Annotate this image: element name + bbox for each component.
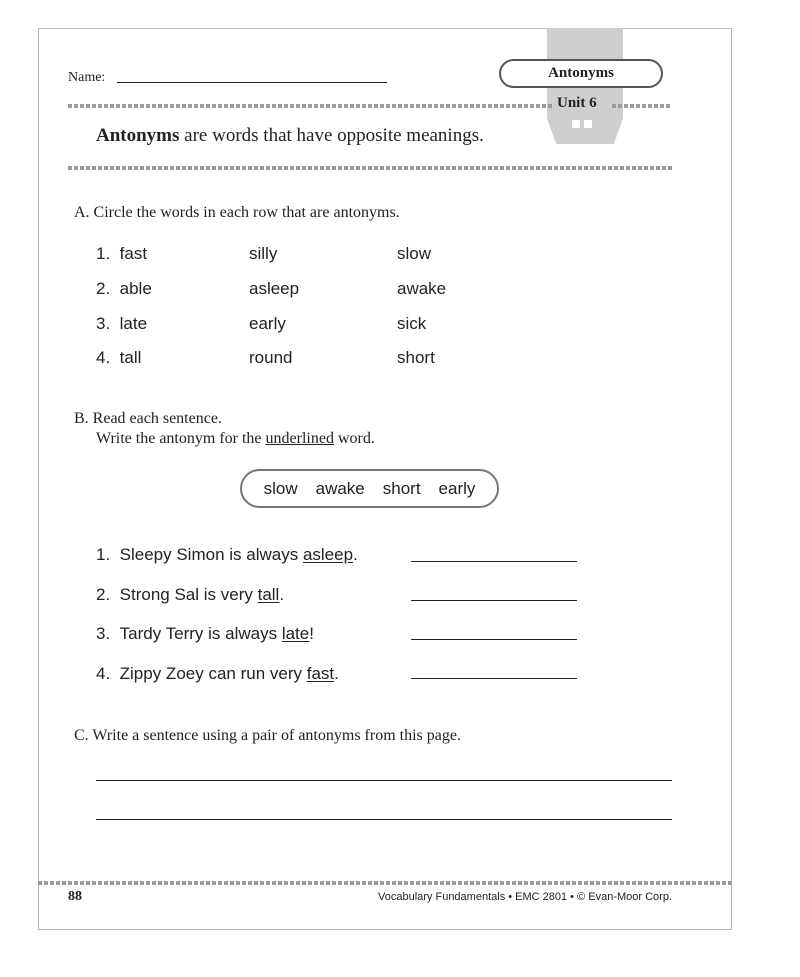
word-bank-item: short (382, 478, 421, 498)
sentence-write-line-2[interactable] (96, 819, 672, 820)
word-bank-item: awake (315, 478, 365, 498)
word-bank (240, 469, 499, 508)
sentence-write-line-1[interactable] (96, 780, 672, 781)
section-a-instruction: A. Circle the words in each row that are antonyms. (74, 204, 400, 221)
sentence-3: 3. Tardy Terry is always late! (96, 624, 314, 643)
row-2-word-3[interactable]: awake (397, 279, 447, 298)
section-b-instruction-2: Write the antonym for the underlined word. (96, 430, 375, 447)
row-2-word-2[interactable]: asleep (249, 279, 300, 298)
row-1-word-2[interactable]: silly (249, 244, 278, 263)
sentence-4: 4. Zippy Zoey can run very fast. (96, 664, 339, 683)
underlined-example: underlined (265, 430, 334, 447)
row-3-word-2[interactable]: early (249, 314, 286, 333)
definition-rule (68, 166, 672, 170)
row-3-word-3[interactable]: sick (397, 314, 427, 333)
sentence-2: 2. Strong Sal is very tall. (96, 585, 285, 604)
section-c-instruction: C. Write a sentence using a pair of antonyms from this page. (74, 727, 461, 744)
unit-label: Unit 6 (557, 95, 597, 111)
row-4-word-2[interactable]: round (249, 348, 293, 367)
sentence-1: 1. Sleepy Simon is always asleep. (96, 545, 358, 564)
row-3-word-1[interactable]: 3. late (96, 314, 148, 333)
row-2-word-1[interactable]: 2. able (96, 279, 152, 298)
topic-title: Antonyms (499, 59, 663, 88)
row-1-word-3[interactable]: slow (397, 244, 432, 263)
name-line[interactable] (117, 82, 387, 83)
definition (96, 125, 484, 147)
word-bank-item: early (438, 478, 476, 498)
row-4-word-3[interactable]: short (397, 348, 435, 367)
word-bank-item: slow (263, 478, 298, 498)
definition-text: are words that have opposite meanings. (179, 125, 484, 146)
unit-tab-squares (572, 120, 592, 128)
top-rule-left (68, 104, 552, 108)
footer-credit: Vocabulary Fundamentals • EMC 2801 • © Evan-Moor Corp. (378, 891, 672, 903)
row-4-word-1[interactable]: 4. tall (96, 348, 142, 367)
definition-term: Antonyms (96, 125, 180, 146)
name-label: Name: (68, 70, 106, 85)
footer-rule (38, 881, 732, 885)
top-rule-right (612, 104, 672, 108)
answer-line-2[interactable] (411, 600, 577, 601)
answer-line-4[interactable] (411, 678, 577, 679)
section-b-instruction-1: B. Read each sentence. (74, 410, 222, 427)
answer-line-3[interactable] (411, 639, 577, 640)
row-1-word-1[interactable]: 1. fast (96, 244, 148, 263)
page-number: 88 (68, 889, 82, 904)
answer-line-1[interactable] (411, 561, 577, 562)
